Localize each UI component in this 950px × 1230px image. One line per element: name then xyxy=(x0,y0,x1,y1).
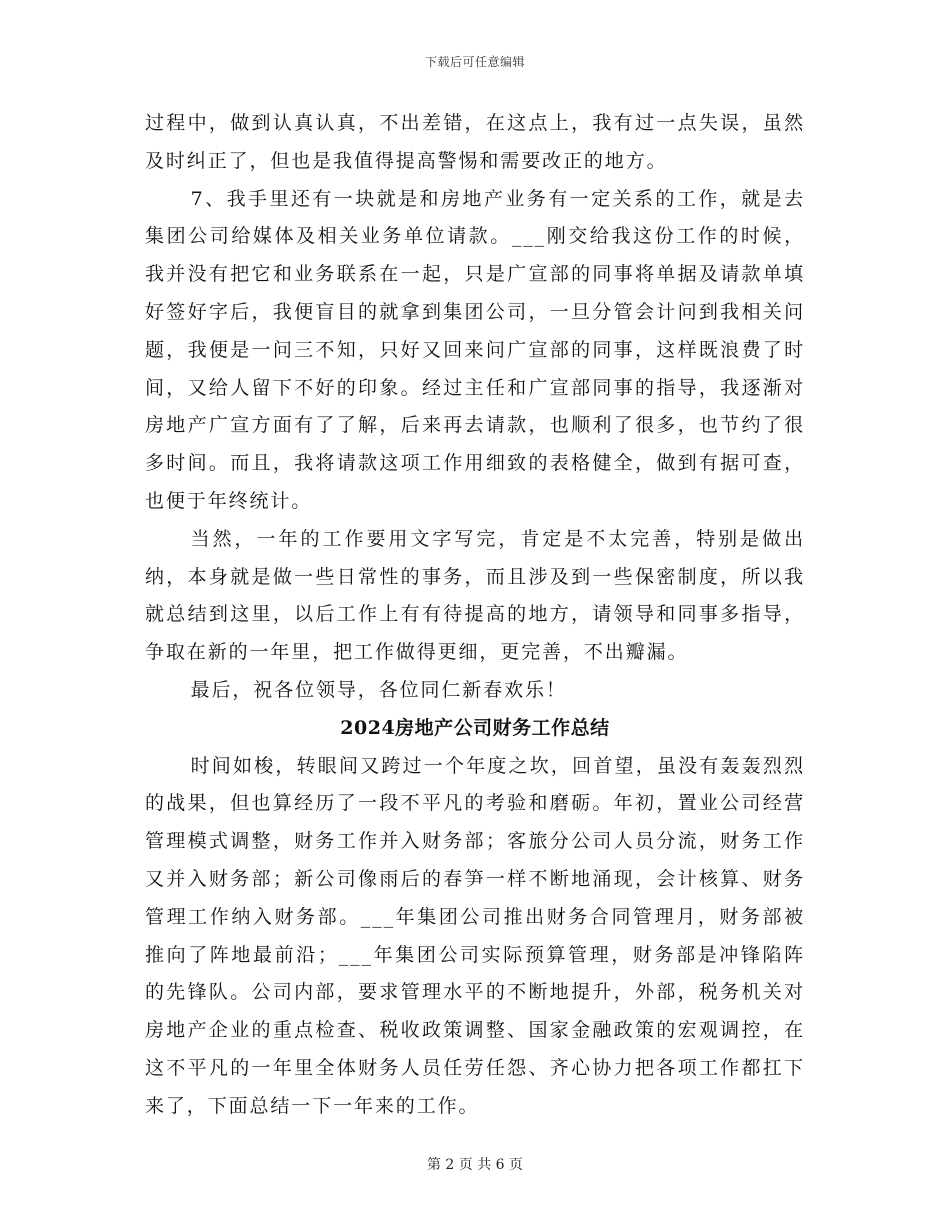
page-header: 下载后可任意编辑 xyxy=(424,55,525,69)
paragraph-conclusion: 当然，一年的工作要用文字写完，肯定是不太完善，特别是做出纳，本身就是做一些日常性的事务，而且涉及到一些保密制度，所以我就总结到这里，以后工作上有有待提高的地方，请领导和同事多指导，争取在新的一年里，把工作做得更细，更完善，不出瓣漏。 xyxy=(145,527,805,664)
section-title: 2024房地产公司财务工作总结 xyxy=(340,716,610,739)
page-footer: 第 2 页 共 6 页 xyxy=(426,1157,524,1173)
paragraph-intro: 时间如梭，转眼间又跨过一个年度之坎，回首望，虽没有轰轰烈烈的战果，但也算经历了一段不平凡的考验和磨砺。年初，置业公司经营管理模式调整，财务工作并入财务部；客旅分公司人员分流，财务工作又并入财务部；新公司像雨后的春笋一样不断地涌现，会计核算、财务管理工作纳入财务部。___年集团公司推出财务合同管理月，财务部被推向了阵地最前沿；___年集团公司实际预算管理，财务部是冲锋陷阵的先锋队。公司内部，要求管理水平的不断地提升，外部，税务机关对房地产企业的重点检查、税收政策调整、国家金融政策的宏观调控，在这不平凡的一年里全体财务人员任劳任怨、齐心协力把各项工作都扛下来了，下面总结一下一年来的工作。 xyxy=(145,754,805,1117)
document-body xyxy=(145,105,805,1126)
paragraph-item-7: 7、我手里还有一块就是和房地产业务有一定关系的工作，就是去集团公司给媒体及相关业务单位请款。___刚交给我这份工作的时候，我并没有把它和业务联系在一起，只是广宣部的同事将单据及请款单填好签好字后，我便盲目的就拿到集团公司，一旦分管会计问到我相关问题，我便是一问三不知，只好又回来问广宣部的同事，这样既浪费了时间，又给人留下不好的印象。经过主任和广宣部同事的指导，我逐渐对房地产广宣方面有了了解，后来再去请款，也顺利了很多，也节约了很多时间。而且，我将请款这项工作用细致的表格健全，做到有据可查，也便于年终统计。 xyxy=(145,187,805,512)
paragraph-greeting: 最后，祝各位领导，各位同仁新春欢乐！ xyxy=(190,678,567,701)
paragraph-continuation: 过程中，做到认真认真，不出差错，在这点上，我有过一点失误，虽然及时纠正了，但也是我值得提高警惕和需要改正的地方。 xyxy=(145,112,805,172)
